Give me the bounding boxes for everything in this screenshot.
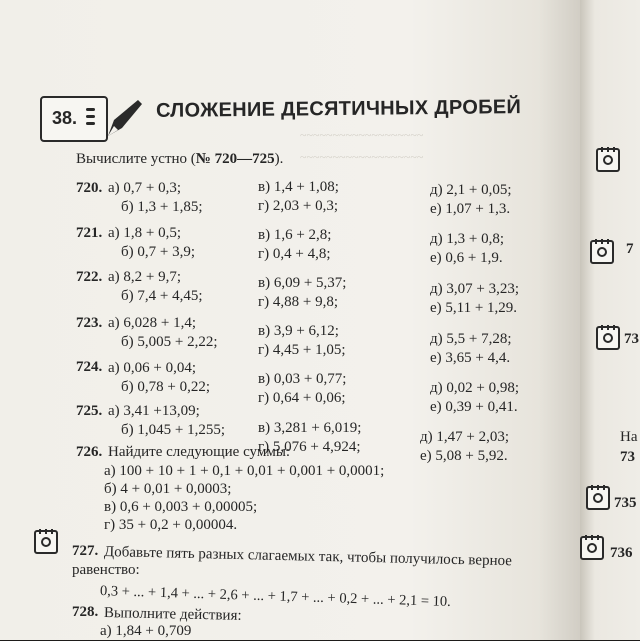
exercise-item: г) 2,03 + 0,3; [258, 198, 339, 214]
exercise-item: б) 7,4 + 4,45; [121, 288, 203, 304]
exercise-text: Найдите следующие суммы: [108, 444, 291, 460]
exercise-item: а) 100 + 10 + 1 + 0,1 + 0,01 + 0,001 + 0,0001; [104, 463, 385, 479]
exercise-item: в) 3,9 + 6,12; [258, 323, 339, 339]
exercise-number: 724. [76, 359, 103, 375]
exercise-item: г) 0,64 + 0,06; [258, 390, 346, 406]
notepad-icon [596, 146, 620, 172]
bleed-through: ~~~~~~~~~~~~~~~~~~~ [300, 128, 424, 142]
exercise-item: б) 5,005 + 2,22; [121, 334, 218, 350]
instruction [76, 151, 283, 168]
exercise-item: г) 5,076 + 4,924; [258, 439, 361, 455]
exercise-item: в) 0,03 + 0,77; [258, 371, 347, 387]
exercise-item: б) 1,045 + 1,255; [121, 422, 226, 438]
exercise-item: а) 3,41 +13,09; [108, 403, 200, 419]
right-page-number: 73 [624, 331, 639, 347]
exercise-number: 722. [76, 269, 103, 285]
exercise-item: д) 2,1 + 0,05; [430, 182, 512, 198]
equation: 0,3 + ... + 1,4 + ... + 2,6 + ... + 1,7 + ... + 0,2 + ... + 2,1 = 10. [99, 583, 452, 611]
exercise-item: в) 1,6 + 2,8; [258, 227, 332, 243]
instruction-close: ). [274, 151, 284, 167]
exercise-number: 726. [76, 444, 103, 460]
exercise-item: б) 0,7 + 3,9; [121, 244, 196, 260]
exercise-item: г) 4,45 + 1,05; [258, 342, 346, 358]
exercise-text: Добавьте пять разных слагаемых так, чтобы получилось верное [103, 544, 513, 570]
right-page-number: 736 [610, 545, 633, 561]
exercise-item: в) 3,281 + 6,019; [258, 420, 362, 436]
exercise-item: в) 0,6 + 0,003 + 0,00005; [104, 499, 258, 515]
right-page-number: 735 [614, 495, 637, 511]
exercise-item: г) 0,4 + 4,8; [258, 246, 331, 262]
exercise-item: д) 1,3 + 0,8; [430, 231, 505, 247]
exercise-item: е) 0,6 + 1,9. [430, 250, 503, 266]
exercise-number: 725. [76, 403, 103, 419]
exercise-item: д) 3,07 + 3,23; [430, 281, 520, 297]
exercise-item: е) 3,65 + 4,4. [430, 350, 511, 366]
pencil-icon [104, 98, 146, 140]
exercise-text: равенство: [72, 562, 140, 578]
notepad-icon [34, 528, 58, 554]
exercise-item: д) 0,02 + 0,98; [430, 380, 520, 396]
exercise-item: а) 1,8 + 0,5; [108, 225, 182, 241]
exercise-number: 723. [76, 315, 103, 331]
exercise-item: г) 35 + 0,2 + 0,00004. [104, 517, 238, 533]
exercise-text: Выполните действия: [103, 605, 242, 624]
exercise-item: б) 0,78 + 0,22; [121, 379, 211, 395]
section-number-badge [40, 96, 108, 142]
exercise-item: б) 1,3 + 1,85; [121, 199, 203, 215]
exercise-item: е) 5,11 + 1,29. [430, 300, 518, 316]
notepad-icon [580, 534, 604, 560]
section-number: 38. [52, 108, 78, 128]
exercise-item: а) 1,84 + 0,709 [100, 623, 192, 639]
exercise-number: 728. [72, 604, 99, 620]
exercise-item: в) 6,09 + 5,37; [258, 275, 347, 291]
exercise-item: б) 4 + 0,01 + 0,0003; [104, 481, 232, 497]
instruction-range: № 720—725 [195, 151, 275, 167]
notepad-icon [586, 484, 610, 510]
exercise-number: 720. [76, 180, 103, 196]
notepad-icon [590, 238, 614, 264]
exercise-item: д) 1,47 + 2,03; [420, 429, 510, 445]
exercise-item: д) 5,5 + 7,28; [430, 331, 512, 347]
exercise-number: 721. [76, 225, 103, 241]
exercise-item: а) 8,2 + 9,7; [108, 269, 182, 285]
exercise-item: г) 4,88 + 9,8; [258, 294, 339, 310]
exercise-number: 727. [72, 543, 99, 559]
exercise-item: а) 0,06 + 0,04; [108, 360, 197, 376]
bleed-through: ~~~~~~~~~~~~~~~~~~~ [300, 150, 424, 164]
exercise-item: е) 5,08 + 5,92. [420, 448, 508, 464]
right-page-text: На [620, 429, 638, 445]
exercise-item: е) 1,07 + 1,3. [430, 201, 511, 217]
instruction-text: Вычислите устно ( [76, 151, 196, 167]
exercise-item: е) 0,39 + 0,41. [430, 399, 518, 415]
exercise-item: а) 6,028 + 1,4; [108, 315, 197, 331]
right-page-number: 7 [626, 241, 634, 257]
right-page-number: 73 [620, 449, 635, 465]
exercise-item: а) 0,7 + 0,3; [108, 180, 182, 196]
exercise-item: в) 1,4 + 1,08; [258, 179, 339, 195]
notebook-rings-icon [86, 104, 96, 134]
notepad-icon [596, 324, 620, 350]
section-title: СЛОЖЕНИЕ ДЕСЯТИЧНЫХ ДРОБЕЙ [155, 96, 522, 122]
